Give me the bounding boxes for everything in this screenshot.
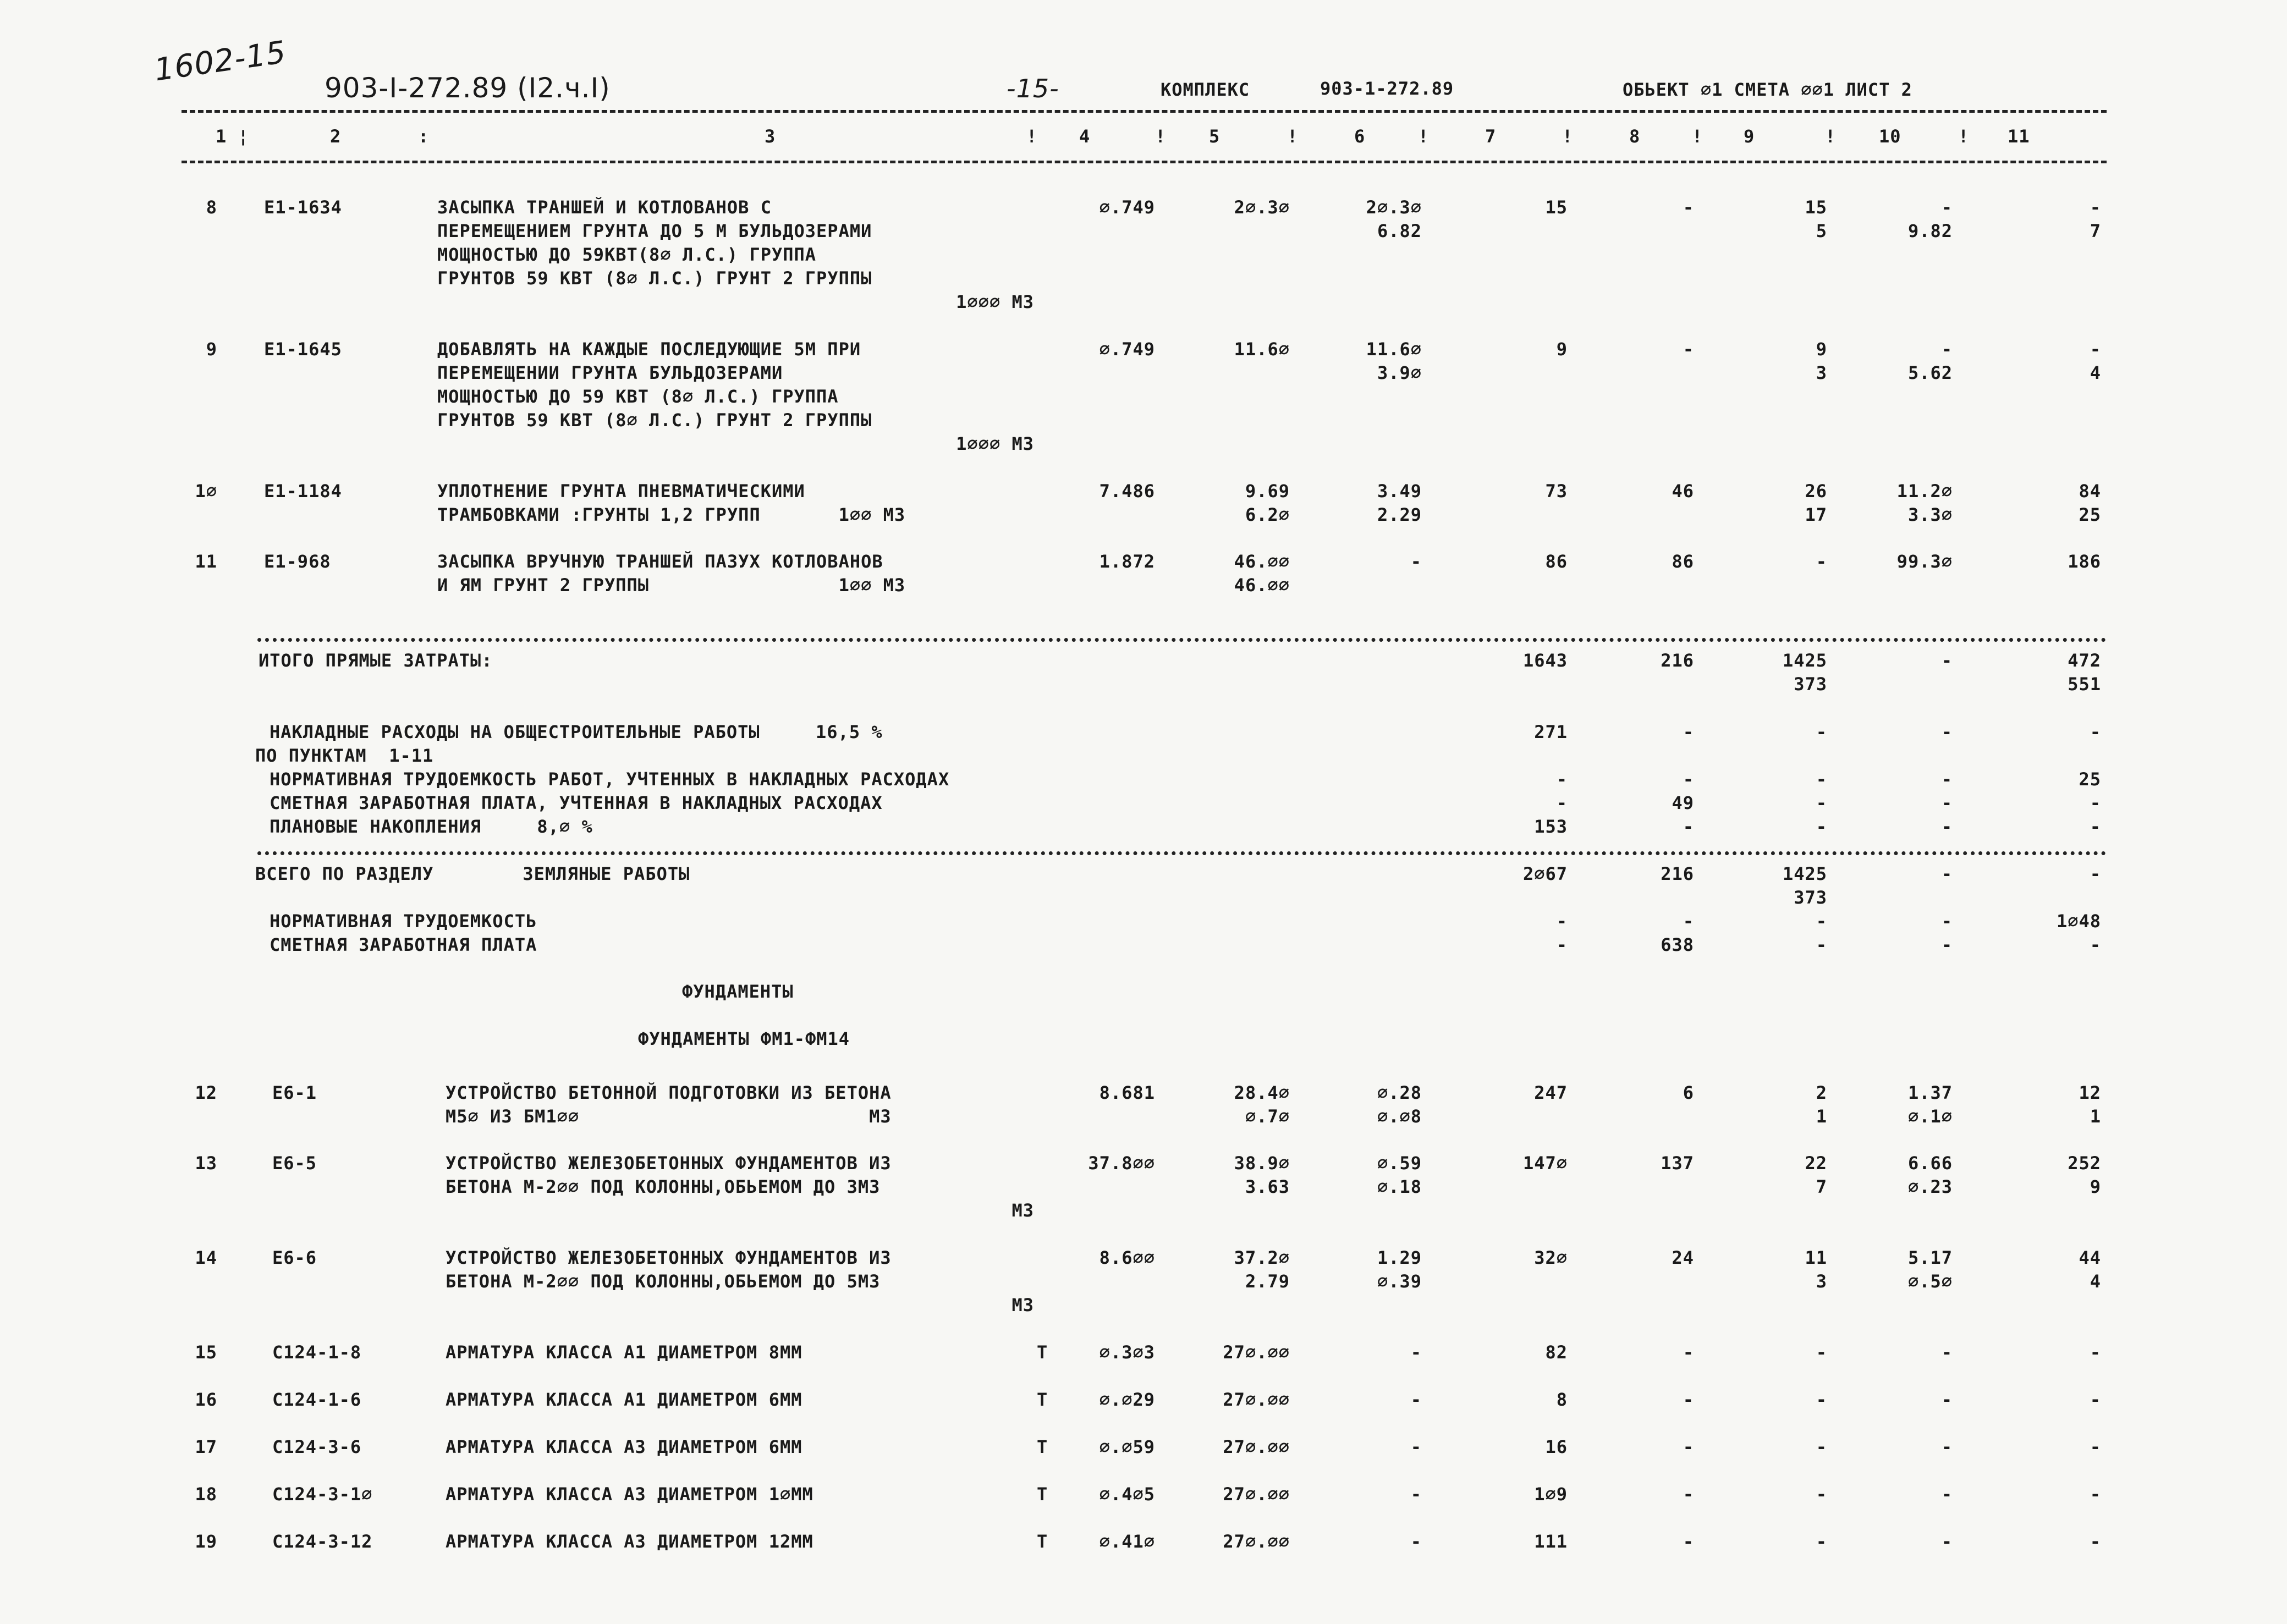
cell-c5: 9.69 <box>1245 481 1290 502</box>
cell-c11: 1 <box>2090 1106 2101 1127</box>
cell-c7: 15 <box>1545 197 1568 218</box>
cell-c5: 2.79 <box>1245 1271 1290 1292</box>
cell-c5: ⌀.7⌀ <box>1245 1106 1290 1127</box>
cell-c7: - <box>1556 792 1568 813</box>
cell-c8: - <box>1683 1531 1694 1552</box>
colnum-sep: ! <box>1155 126 1167 147</box>
row-desc-line: УСТРОЙСТВО БЕТОННОЙ ПОДГОТОВКИ ИЗ БЕТОНА <box>446 1082 892 1103</box>
cell-c11: - <box>2090 722 2101 742</box>
cell-c10: - <box>1941 197 1953 218</box>
row-desc-line: ПЕРЕМЕЩЕНИИ ГРУНТА БУЛЬДОЗЕРАМИ <box>437 362 783 383</box>
cell-c8: - <box>1683 1389 1694 1410</box>
cell-c8: - <box>1683 1342 1694 1363</box>
cell-c11: 44 <box>2079 1247 2101 1268</box>
colnum-6: 6 <box>1354 126 1366 147</box>
cell-c7: - <box>1556 934 1568 955</box>
cell-c4: 8.6⌀⌀ <box>1099 1247 1155 1268</box>
cell-c11: - <box>2090 1436 2101 1457</box>
cell-c6: - <box>1410 1531 1422 1552</box>
cell-c9: - <box>1816 1531 1827 1552</box>
cell-c7: 73 <box>1545 481 1568 502</box>
row-desc-line: М3 <box>1011 1295 1034 1315</box>
colnum-3: 3 <box>765 126 776 147</box>
cell-c9: 26 <box>1805 481 1827 502</box>
cell-c10: - <box>1941 863 1953 884</box>
cell-c11: 25 <box>2079 769 2101 790</box>
overhead-label: НАКЛАДНЫЕ РАСХОДЫ НА ОБЩЕСТРОИТЕЛЬНЫЕ РАБОТЫ 16,5 % <box>270 722 883 742</box>
row-number: 12 <box>195 1082 217 1103</box>
cell-c10: - <box>1941 1484 1953 1505</box>
overhead-items: ПО ПУНКТАМ 1-11 <box>255 745 434 766</box>
row-code: С124-3-1⌀ <box>272 1484 373 1505</box>
cell-c7: - <box>1556 769 1568 790</box>
cell-c11: - <box>2090 792 2101 813</box>
cell-c9: - <box>1816 551 1827 572</box>
section-title: ФУНДАМЕНТЫ <box>682 981 794 1002</box>
cell-c6: 3.9⌀ <box>1377 362 1422 383</box>
row-number: 1⌀ <box>195 481 217 502</box>
colnum-2: 2 <box>330 126 342 147</box>
row-desc-line: АРМАТУРА КЛАССА А3 ДИАМЕТРОМ 12ММ <box>446 1531 813 1552</box>
cell-c9: - <box>1816 769 1827 790</box>
cell-c10: ⌀.5⌀ <box>1907 1271 1953 1292</box>
section-wages-label: СМЕТНАЯ ЗАРАБОТНАЯ ПЛАТА <box>270 934 537 955</box>
cell-c7: 9 <box>1556 339 1568 360</box>
cell-c11: - <box>2090 197 2101 218</box>
row-desc-line: М3 <box>1011 1200 1034 1221</box>
cell-c10: - <box>1941 650 1953 671</box>
cell-c8: 49 <box>1672 792 1694 813</box>
row-code: С124-1-6 <box>272 1389 362 1410</box>
cell-c4: ⌀.⌀59 <box>1099 1436 1155 1457</box>
cell-c8: 6 <box>1683 1082 1694 1103</box>
object-info: ОБЬЕКТ ⌀1 СМЕТА ⌀⌀1 ЛИСТ 2 <box>1623 79 1912 100</box>
colnum-1: 1 <box>216 126 227 147</box>
colnum-9: 9 <box>1744 126 1755 147</box>
colnum-4: 4 <box>1079 126 1091 147</box>
cell-c7: 153 <box>1534 816 1568 837</box>
row-number: 8 <box>206 197 217 218</box>
savings-label: ПЛАНОВЫЕ НАКОПЛЕНИЯ 8,⌀ % <box>270 816 593 837</box>
cell-c5: 27⌀.⌀⌀ <box>1223 1342 1290 1363</box>
cell-c8: - <box>1683 1436 1694 1457</box>
cell-c4: ⌀.749 <box>1099 197 1155 218</box>
complex-label: КОМПЛЕКС <box>1161 79 1250 100</box>
column-number-row <box>216 125 271 148</box>
colnum-sep: ! <box>1958 126 1970 147</box>
row-desc-line: И ЯМ ГРУНТ 2 ГРУППЫ 1⌀⌀ М3 <box>437 575 906 596</box>
cell-c10: - <box>1941 1436 1953 1457</box>
cell-c8: 216 <box>1661 863 1694 884</box>
cell-c9: 5 <box>1816 221 1827 241</box>
cell-c5: 6.2⌀ <box>1245 504 1290 525</box>
cell-c11: 7 <box>2090 221 2101 241</box>
cell-c7: 1⌀9 <box>1534 1484 1568 1505</box>
header-rule-top <box>182 110 2107 113</box>
row-code: Е6-1 <box>272 1082 317 1103</box>
row-desc-line: АРМАТУРА КЛАССА А1 ДИАМЕТРОМ 6ММ <box>446 1389 802 1410</box>
cell-c9: 373 <box>1794 674 1827 695</box>
cell-c6: ⌀.⌀8 <box>1377 1106 1422 1127</box>
cell-c11: 186 <box>2068 551 2101 572</box>
cell-c10: 6.66 <box>1907 1153 1953 1174</box>
cell-c6: - <box>1410 1389 1422 1410</box>
row-desc-line: М5⌀ ИЗ БМ1⌀⌀ М3 <box>446 1106 892 1127</box>
cell-c6: ⌀.28 <box>1377 1082 1422 1103</box>
section-norm-label: НОРМАТИВНАЯ ТРУДОЕМКОСТЬ <box>270 911 537 932</box>
row-number: 13 <box>195 1153 217 1174</box>
cell-c9: 2 <box>1816 1082 1827 1103</box>
cell-c9: 15 <box>1805 197 1827 218</box>
colnum-sep: ¦ <box>227 126 272 147</box>
cell-c7: 32⌀ <box>1534 1247 1568 1268</box>
colnum-sep: ! <box>1562 126 1574 147</box>
cell-c7: 147⌀ <box>1522 1153 1568 1174</box>
cell-c9: - <box>1816 816 1827 837</box>
row-desc-line: АРМАТУРА КЛАССА А3 ДИАМЕТРОМ 1⌀ММ <box>446 1484 813 1505</box>
cell-c6: - <box>1410 1342 1422 1363</box>
row-desc-line: ТРАМБОВКАМИ :ГРУНТЫ 1,2 ГРУПП 1⌀⌀ М3 <box>437 504 906 525</box>
row-number: 19 <box>195 1531 217 1552</box>
cell-c10: 99.3⌀ <box>1896 551 1953 572</box>
norm-labor-label: НОРМАТИВНАЯ ТРУДОЕМКОСТЬ РАБОТ, УЧТЕННЫХ В НАКЛАДНЫХ РАСХОДАХ <box>270 769 950 790</box>
cell-c7: 16 <box>1545 1436 1568 1457</box>
cell-c11: 4 <box>2090 1271 2101 1292</box>
cell-c8: 86 <box>1672 551 1694 572</box>
cell-c10: 11.2⌀ <box>1896 481 1953 502</box>
cell-c5: 27⌀.⌀⌀ <box>1223 1436 1290 1457</box>
wages-label: СМЕТНАЯ ЗАРАБОТНАЯ ПЛАТА, УЧТЕННАЯ В НАКЛАДНЫХ РАСХОДАХ <box>270 792 883 813</box>
cell-c8: - <box>1683 816 1694 837</box>
cell-c11: - <box>2090 339 2101 360</box>
cell-c9: 373 <box>1794 887 1827 908</box>
row-desc-line: МОЩНОСТЬЮ ДО 59 КВТ (8⌀ Л.С.) ГРУППА <box>437 386 839 407</box>
cell-c5: 37.2⌀ <box>1234 1247 1290 1268</box>
cell-c11: - <box>2090 934 2101 955</box>
row-desc-line: БЕТОНА М-2⌀⌀ ПОД КОЛОННЫ,ОБЬЕМОМ ДО 3М3 <box>446 1176 881 1197</box>
cell-c5: 46.⌀⌀ <box>1234 575 1290 596</box>
cell-c7: 247 <box>1534 1082 1568 1103</box>
row-desc-line: ДОБАВЛЯТЬ НА КАЖДЫЕ ПОСЛЕДУЮЩИЕ 5М ПРИ <box>437 339 861 360</box>
cell-c4: ⌀.⌀29 <box>1099 1389 1155 1410</box>
cell-c11: 12 <box>2079 1082 2101 1103</box>
row-desc-line: 1⌀⌀⌀ М3 <box>956 291 1034 312</box>
cell-c10: - <box>1941 792 1953 813</box>
cell-c6: 6.82 <box>1377 221 1422 241</box>
cell-c6: 11.6⌀ <box>1366 339 1422 360</box>
row-code: С124-3-6 <box>272 1436 362 1457</box>
colnum-11: 11 <box>2008 126 2030 147</box>
cell-c8: - <box>1683 769 1694 790</box>
cell-c6: ⌀.18 <box>1377 1176 1422 1197</box>
cell-c5: 27⌀.⌀⌀ <box>1223 1389 1290 1410</box>
row-desc-line: УСТРОЙСТВО ЖЕЛЕЗОБЕТОННЫХ ФУНДАМЕНТОВ ИЗ <box>446 1153 892 1174</box>
row-number: 17 <box>195 1436 217 1457</box>
colnum-sep: ! <box>1418 126 1430 147</box>
row-desc-line: УСТРОЙСТВО ЖЕЛЕЗОБЕТОННЫХ ФУНДАМЕНТОВ ИЗ <box>446 1247 892 1268</box>
cell-c9: - <box>1816 722 1827 742</box>
cell-c4: 7.486 <box>1099 481 1155 502</box>
colnum-sep: ! <box>1026 126 1038 147</box>
colnum-sep: : <box>418 126 430 147</box>
cell-c5: 2⌀.3⌀ <box>1234 197 1290 218</box>
cell-c8: - <box>1683 197 1694 218</box>
colnum-sep: ! <box>1692 126 1703 147</box>
cell-c11: - <box>2090 1342 2101 1363</box>
cell-c9: - <box>1816 1342 1827 1363</box>
cell-c7: 111 <box>1534 1531 1568 1552</box>
colnum-sep: ! <box>1825 126 1837 147</box>
cell-c7: 82 <box>1545 1342 1568 1363</box>
cell-c9: - <box>1816 1436 1827 1457</box>
cell-c6: 1.29 <box>1377 1247 1422 1268</box>
cell-c9: 1425 <box>1782 863 1827 884</box>
cell-c11: - <box>2090 816 2101 837</box>
section-total-label: ВСЕГО ПО РАЗДЕЛУ ЗЕМЛЯНЫЕ РАБОТЫ <box>255 863 690 884</box>
doc-code: 903-I-272.89 (I2.ч.I) <box>325 72 611 104</box>
cell-c11: - <box>2090 1484 2101 1505</box>
cell-c4: 1.872 <box>1099 551 1155 572</box>
row-code: Е1-1184 <box>264 481 342 502</box>
cell-c6: - <box>1410 1436 1422 1457</box>
cell-c6: - <box>1410 1484 1422 1505</box>
cell-c10: 3.3⌀ <box>1907 504 1953 525</box>
cell-c4: ⌀.749 <box>1099 339 1155 360</box>
cell-c8: - <box>1683 911 1694 932</box>
row-desc-line: ЗАСЫПКА ВРУЧНУЮ ТРАНШЕЙ ПАЗУХ КОТЛОВАНОВ <box>437 551 883 572</box>
header-rule-bottom <box>182 161 2107 163</box>
cell-c11: 1⌀48 <box>2056 911 2101 932</box>
row-number: 18 <box>195 1484 217 1505</box>
cell-c10: - <box>1941 1531 1953 1552</box>
cell-c9: 7 <box>1816 1176 1827 1197</box>
colnum-8: 8 <box>1629 126 1641 147</box>
cell-c8: - <box>1683 722 1694 742</box>
row-desc-line: АРМАТУРА КЛАССА А3 ДИАМЕТРОМ 6ММ <box>446 1436 802 1457</box>
row-desc-line: АРМАТУРА КЛАССА А1 ДИАМЕТРОМ 8ММ <box>446 1342 802 1363</box>
cell-c10: - <box>1941 339 1953 360</box>
row-desc-line: ГРУНТОВ 59 КВТ (8⌀ Л.С.) ГРУНТ 2 ГРУППЫ <box>437 268 872 289</box>
subsection-title: ФУНДАМЕНТЫ ФМ1-ФМ14 <box>638 1028 850 1049</box>
row-code: Е1-1645 <box>264 339 342 360</box>
cell-c5: 27⌀.⌀⌀ <box>1223 1531 1290 1552</box>
cell-c8: 24 <box>1672 1247 1694 1268</box>
page-number: -15- <box>1007 74 1059 103</box>
cell-c6: ⌀.39 <box>1377 1271 1422 1292</box>
row-unit: Т <box>1037 1484 1048 1505</box>
cell-c10: - <box>1941 934 1953 955</box>
cell-c9: 9 <box>1816 339 1827 360</box>
cell-c8: - <box>1683 339 1694 360</box>
cell-c10: - <box>1941 911 1953 932</box>
cell-c10: - <box>1941 722 1953 742</box>
cell-c7: 8 <box>1556 1389 1568 1410</box>
cell-c11: 4 <box>2090 362 2101 383</box>
direct-costs-label: ИТОГО ПРЯМЫЕ ЗАТРАТЫ: <box>259 650 493 671</box>
cell-c8: 46 <box>1672 481 1694 502</box>
row-desc-line: ЗАСЫПКА ТРАНШЕЙ И КОТЛОВАНОВ С <box>437 197 772 218</box>
cell-c5: 28.4⌀ <box>1234 1082 1290 1103</box>
cell-c5: 3.63 <box>1245 1176 1290 1197</box>
row-desc-line: ПЕРЕМЕЩЕНИЕМ ГРУНТА ДО 5 М БУЛЬДОЗЕРАМИ <box>437 221 872 241</box>
cell-c9: 1 <box>1816 1106 1827 1127</box>
cell-c9: 3 <box>1816 362 1827 383</box>
cell-c4: 8.681 <box>1099 1082 1155 1103</box>
cell-c9: 11 <box>1805 1247 1827 1268</box>
row-unit: Т <box>1037 1389 1048 1410</box>
cell-c10: - <box>1941 1342 1953 1363</box>
cell-c9: - <box>1816 792 1827 813</box>
cell-c9: 3 <box>1816 1271 1827 1292</box>
cell-c10: 5.17 <box>1907 1247 1953 1268</box>
cell-c9: - <box>1816 934 1827 955</box>
cell-c8: - <box>1683 1484 1694 1505</box>
cell-c9: - <box>1816 1484 1827 1505</box>
cell-c8: 638 <box>1661 934 1694 955</box>
cell-c7: 2⌀67 <box>1522 863 1568 884</box>
complex-code: 903-1-272.89 <box>1320 78 1454 99</box>
row-unit: Т <box>1037 1531 1048 1552</box>
cell-c10: - <box>1941 769 1953 790</box>
cell-c10: 5.62 <box>1907 362 1953 383</box>
cell-c5: 46.⌀⌀ <box>1234 551 1290 572</box>
row-desc-line: ГРУНТОВ 59 КВТ (8⌀ Л.С.) ГРУНТ 2 ГРУППЫ <box>437 410 872 431</box>
cell-c6: 2⌀.3⌀ <box>1366 197 1422 218</box>
colnum-sep: ! <box>1287 126 1299 147</box>
cell-c11: 472 <box>2068 650 2101 671</box>
row-desc-line: БЕТОНА М-2⌀⌀ ПОД КОЛОННЫ,ОБЬЕМОМ ДО 5М3 <box>446 1271 881 1292</box>
cell-c10: 9.82 <box>1907 221 1953 241</box>
colnum-7: 7 <box>1485 126 1497 147</box>
cell-c5: 27⌀.⌀⌀ <box>1223 1484 1290 1505</box>
row-code: Е6-5 <box>272 1153 317 1174</box>
row-desc-line: УПЛОТНЕНИЕ ГРУНТА ПНЕВМАТИЧЕСКИМИ <box>437 481 805 502</box>
row-number: 15 <box>195 1342 217 1363</box>
row-code: С124-3-12 <box>272 1531 373 1552</box>
cell-c6: 2.29 <box>1377 504 1422 525</box>
row-code: Е1-1634 <box>264 197 342 218</box>
cell-c11: 252 <box>2068 1153 2101 1174</box>
cell-c10: ⌀.1⌀ <box>1907 1106 1953 1127</box>
cell-c4: ⌀.4⌀5 <box>1099 1484 1155 1505</box>
cell-c4: 37.8⌀⌀ <box>1088 1153 1155 1174</box>
cell-c4: ⌀.3⌀3 <box>1099 1342 1155 1363</box>
cell-c5: 38.9⌀ <box>1234 1153 1290 1174</box>
cell-c7: - <box>1556 911 1568 932</box>
cell-c11: 9 <box>2090 1176 2101 1197</box>
cell-c10: 1.37 <box>1907 1082 1953 1103</box>
colnum-5: 5 <box>1209 126 1221 147</box>
cell-c5: 11.6⌀ <box>1234 339 1290 360</box>
cell-c10: ⌀.23 <box>1907 1176 1953 1197</box>
row-desc-line: МОЩНОСТЬЮ ДО 59КВТ(8⌀ Л.С.) ГРУППА <box>437 244 817 265</box>
handwritten-mark: 1602-15 <box>152 34 289 89</box>
cell-c11: - <box>2090 1531 2101 1552</box>
cell-c9: - <box>1816 1389 1827 1410</box>
row-number: 9 <box>206 339 217 360</box>
row-number: 14 <box>195 1247 217 1268</box>
cell-c9: 22 <box>1805 1153 1827 1174</box>
row-unit: Т <box>1037 1342 1048 1363</box>
cell-c11: - <box>2090 863 2101 884</box>
colnum-10: 10 <box>1879 126 1901 147</box>
cell-c10: - <box>1941 816 1953 837</box>
cell-c10: - <box>1941 1389 1953 1410</box>
cell-c6: ⌀.59 <box>1377 1153 1422 1174</box>
cell-c9: 1425 <box>1782 650 1827 671</box>
row-unit: Т <box>1037 1436 1048 1457</box>
totals-dotted-rule <box>257 638 2107 642</box>
cell-c7: 271 <box>1534 722 1568 742</box>
cell-c11: 551 <box>2068 674 2101 695</box>
cell-c11: 25 <box>2079 504 2101 525</box>
cell-c6: 3.49 <box>1377 481 1422 502</box>
row-code: С124-1-8 <box>272 1342 362 1363</box>
cell-c4: ⌀.41⌀ <box>1099 1531 1155 1552</box>
cell-c7: 1643 <box>1522 650 1568 671</box>
cell-c8: 137 <box>1661 1153 1694 1174</box>
section-dotted-rule <box>257 851 2107 855</box>
row-desc-line: 1⌀⌀⌀ М3 <box>956 433 1034 454</box>
cell-c9: 17 <box>1805 504 1827 525</box>
cell-c9: - <box>1816 911 1827 932</box>
row-number: 11 <box>195 551 217 572</box>
cell-c11: 84 <box>2079 481 2101 502</box>
row-code: Е6-6 <box>272 1247 317 1268</box>
row-number: 16 <box>195 1389 217 1410</box>
cell-c11: - <box>2090 1389 2101 1410</box>
row-code: Е1-968 <box>264 551 331 572</box>
cell-c8: 216 <box>1661 650 1694 671</box>
cell-c7: 86 <box>1545 551 1568 572</box>
cell-c6: - <box>1410 551 1422 572</box>
